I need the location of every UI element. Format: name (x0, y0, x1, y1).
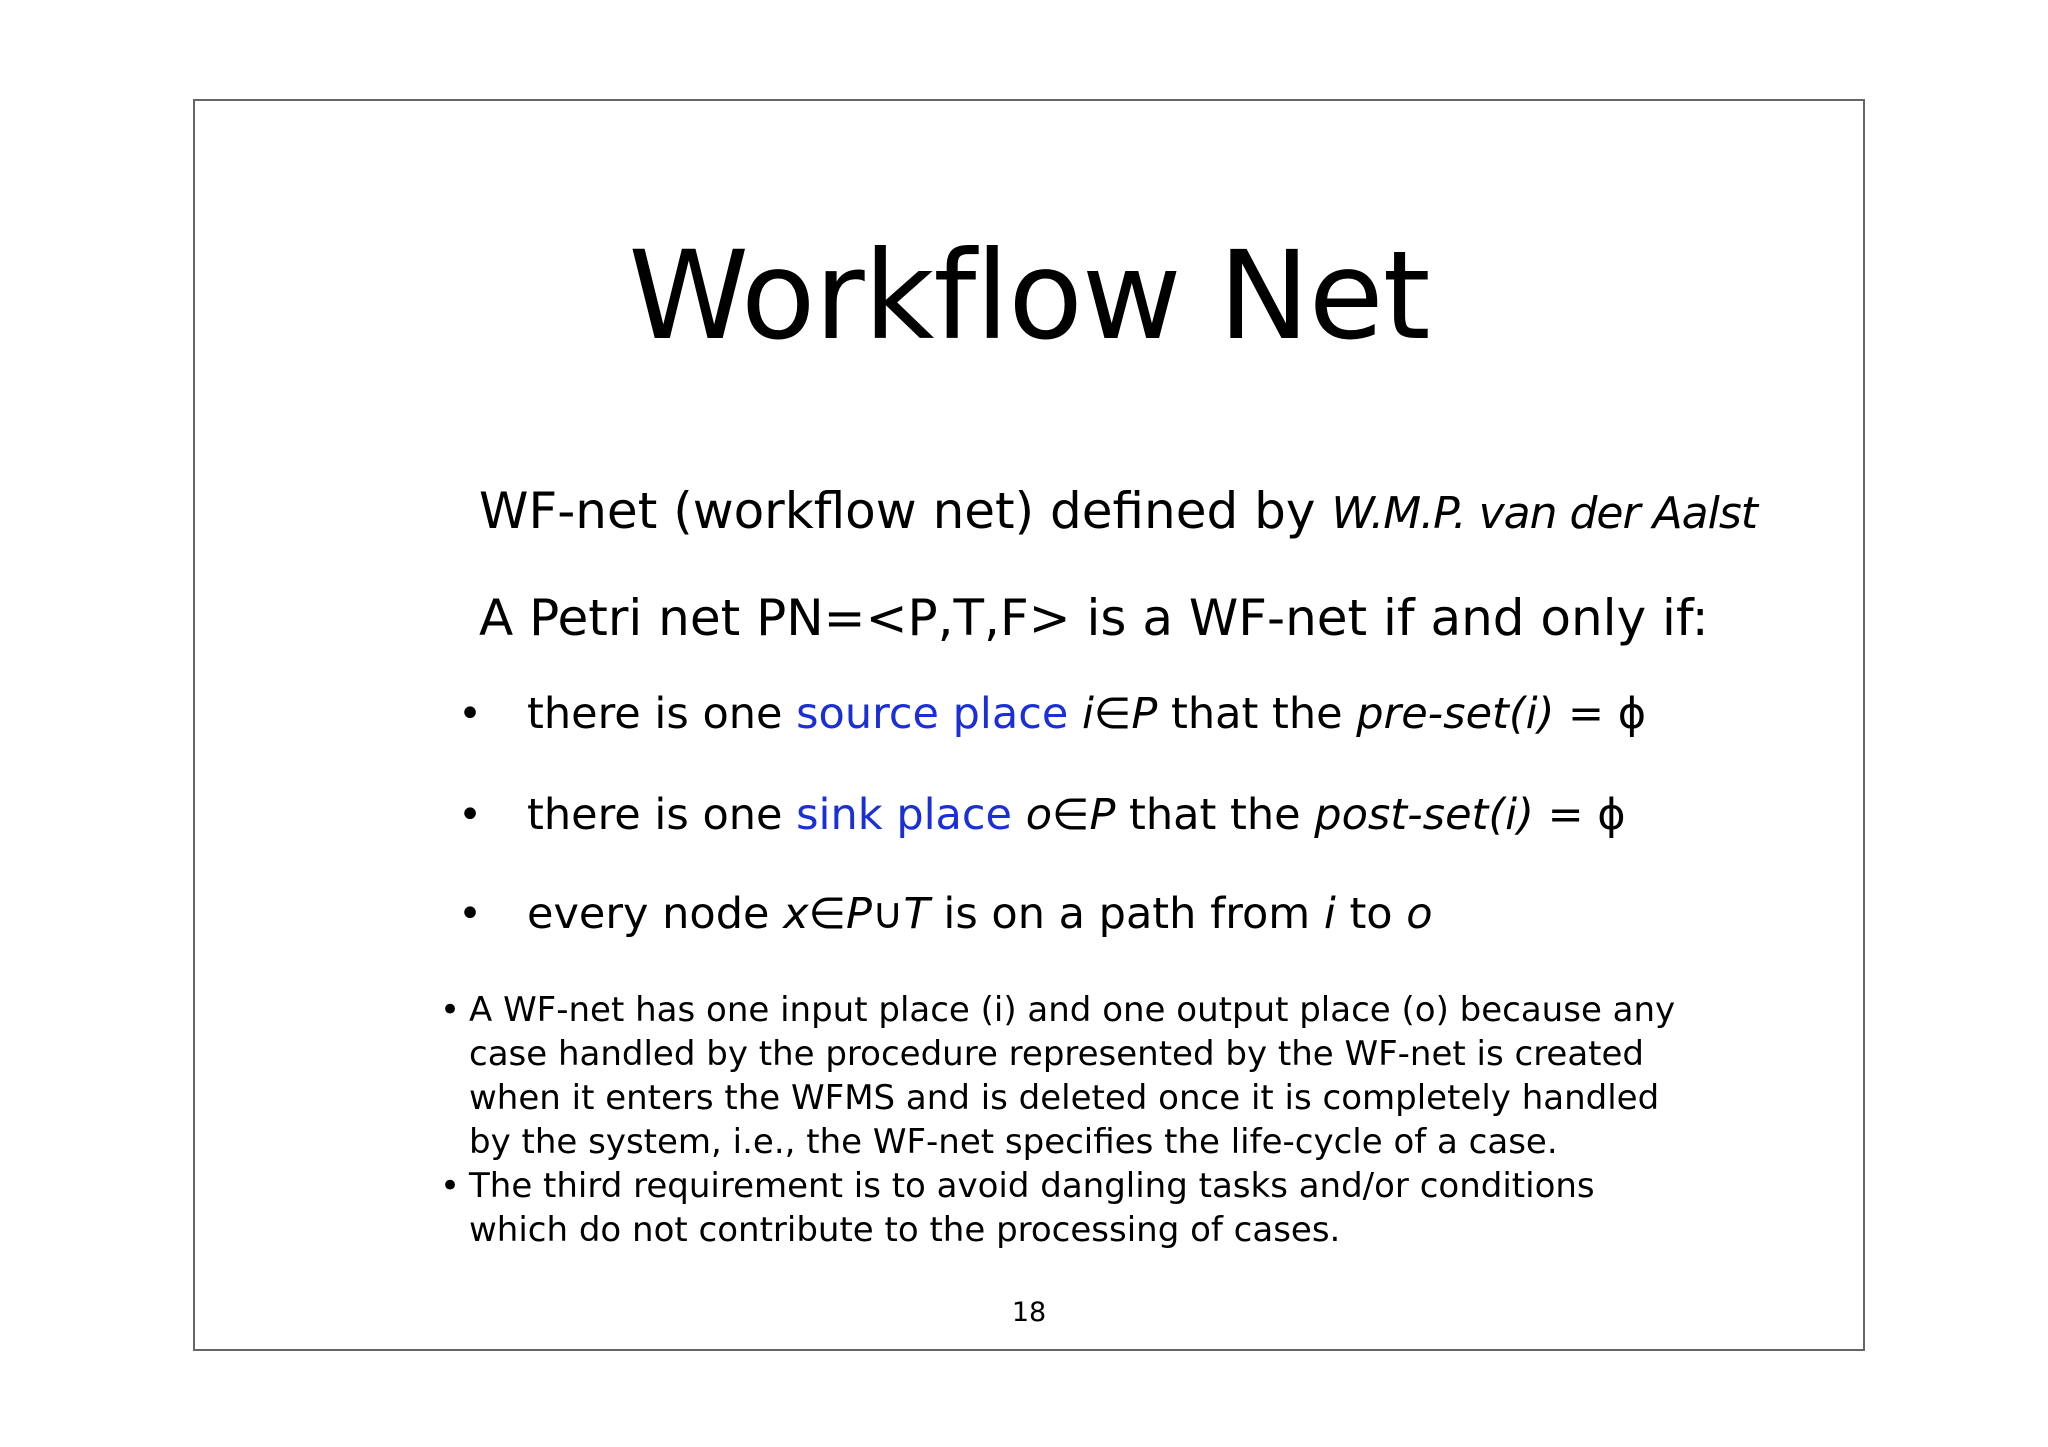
note-line: which do not contribute to the processing of cases. (469, 1210, 1341, 1250)
bullet-dot: • (458, 891, 482, 937)
note-item (440, 988, 1675, 1164)
slide (193, 99, 1865, 1351)
note-line: case handled by the procedure represented by the WF-net is created (469, 1034, 1645, 1074)
slide-title: Workflow Net (628, 225, 1430, 367)
bullet-text: that the (1157, 689, 1357, 739)
bullet-text: to (1335, 889, 1407, 939)
bullet-content (527, 787, 1626, 843)
bullet-space (1068, 689, 1082, 739)
bullet-dot: • (458, 792, 482, 838)
note-line: when it enters the WFMS and is deleted once it is completely handled (469, 1078, 1660, 1118)
bullet-space (1012, 790, 1026, 840)
bullet-dot: • (458, 691, 482, 737)
bullet-text: there is one (527, 790, 797, 840)
math-expression: o (1406, 889, 1433, 939)
note-bullet-dot: • (440, 1166, 461, 1206)
bullet-text: = ϕ (1554, 689, 1647, 739)
math-expression: o∈P (1025, 790, 1116, 840)
bullet-text: = ϕ (1533, 790, 1626, 840)
note-line: by the system, i.e., the WF-net specifies the life-cycle of a case. (469, 1122, 1558, 1162)
math-expression: x∈P∪T (783, 889, 930, 939)
intro-author: W.M.P. van der Aalst (1331, 488, 1758, 539)
intro-line-2: A Petri net PN=<P,T,F> is a WF-net if and only if: (479, 589, 1709, 647)
bullet-text: that the (1115, 790, 1315, 840)
bullet-text: is on a path from (929, 889, 1324, 939)
bullet-content (527, 686, 1646, 742)
math-expression: post-set(i) (1314, 790, 1534, 840)
note-bullet-dot: • (440, 990, 461, 1030)
highlight-term: sink place (796, 790, 1013, 840)
bullet-text: there is one (527, 689, 797, 739)
bullet-text: every node (527, 889, 784, 939)
intro-definition-text: WF-net (workflow net) defined by (479, 482, 1332, 540)
math-expression: i (1323, 889, 1336, 939)
math-expression: i∈P (1081, 689, 1158, 739)
math-expression: pre-set(i) (1356, 689, 1555, 739)
note-line: The third requirement is to avoid dangling tasks and/or conditions (469, 1166, 1595, 1206)
page-number: 18 (1011, 1297, 1047, 1328)
intro-line-1 (479, 481, 1757, 544)
note-line: A WF-net has one input place (i) and one output place (o) because any (469, 990, 1676, 1030)
note-item (440, 1164, 1675, 1252)
speaker-notes (440, 988, 1675, 1252)
highlight-term: source place (796, 689, 1069, 739)
bullet-content (527, 886, 1433, 942)
